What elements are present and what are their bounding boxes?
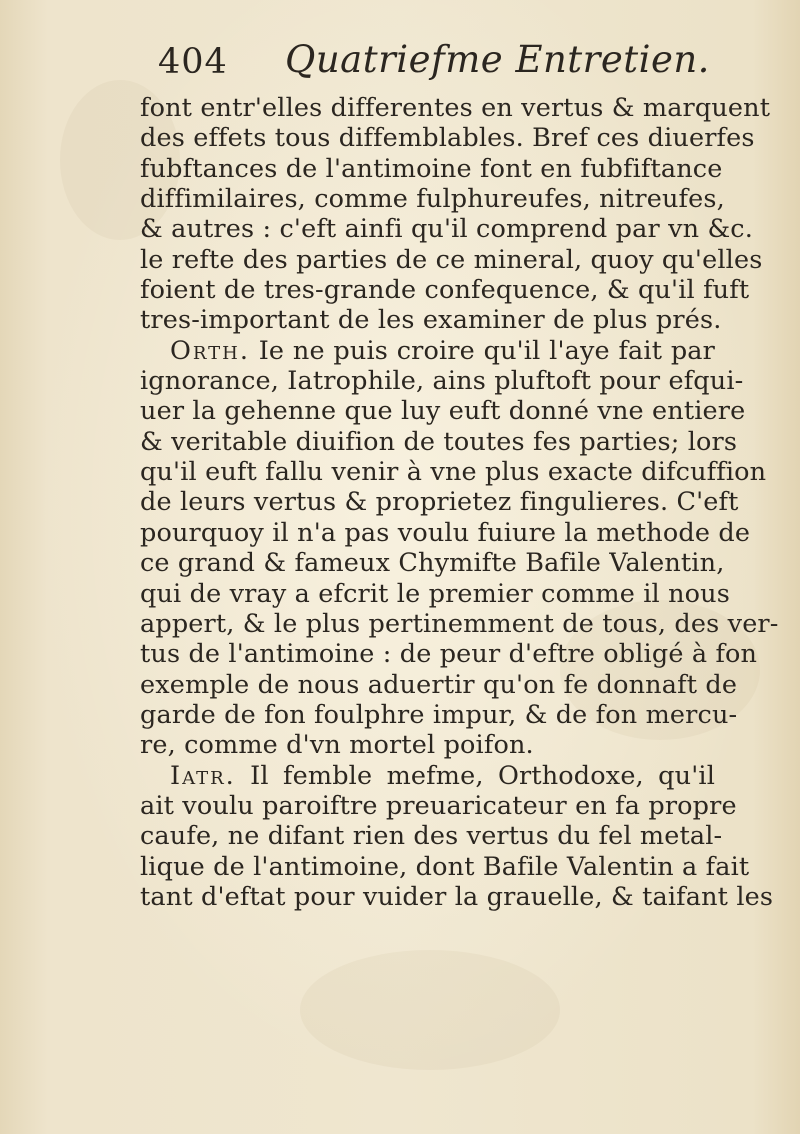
- text-line: fubftances de l'antimoine font en fubfiftance: [140, 153, 723, 184]
- text-line: exemple de nous aduertir qu'on fe donnaft de: [140, 669, 738, 700]
- text-line: tus de l'antimoine : de peur d'eftre obligé à fon: [140, 639, 758, 670]
- text-line: Ie ne puis croire qu'il l'aye fait par: [258, 335, 715, 366]
- text-line: lique de l'antimoine, dont Bafile Valentin a fait: [140, 851, 750, 882]
- body-text: [140, 93, 779, 912]
- text-line: garde de fon foulphre impur, & de fon mercu-: [140, 699, 738, 730]
- text-line: font entr'elles differentes en vertus & marquent: [140, 93, 771, 123]
- text-line: le refte des parties de ce mineral, quoy qu'elles: [140, 244, 763, 275]
- text-line: appert, & le plus pertinemment de tous, des ver-: [140, 608, 779, 639]
- text-line: foient de tres-grande confequence, & qu'il fuft: [140, 275, 750, 306]
- text-line: tant d'eftat pour vuider la grauelle, & taifant les: [140, 881, 774, 912]
- text-line: Il femble mefme, Orthodoxe, qu'il: [250, 760, 715, 791]
- text-line: des effets tous diffemblables. Bref ces diuerfes: [140, 123, 755, 154]
- text-line: ignorance, Iatrophile, ains pluftoft pour efqui-: [140, 366, 744, 397]
- page-number: 404: [158, 42, 228, 82]
- text-line: & autres : c'eft ainfi qu'il comprend par vn &c.: [140, 214, 753, 245]
- text-line: de leurs vertus & proprietez fingulieres. C'eft: [140, 487, 739, 518]
- text-line: diffimilaires, comme fulphureufes, nitreufes,: [140, 184, 725, 215]
- text-line: & veritable diuifion de toutes fes parties; lors: [140, 426, 738, 457]
- text-line: ce grand & fameux Chymifte Bafile Valentin,: [140, 548, 725, 579]
- running-title: Quatriefme Entretien.: [285, 38, 710, 81]
- text-line: ait voulu paroiftre preuaricateur en fa propre: [140, 790, 737, 821]
- paragraph-orth: [140, 336, 715, 366]
- text-line: uer la gehenne que luy euft donné vne entiere: [140, 396, 746, 427]
- paper-stain: [300, 950, 560, 1070]
- paragraph-iatr: [140, 761, 715, 791]
- page-header: [155, 38, 715, 88]
- speaker-iatr: Iatr.: [170, 760, 236, 791]
- text-line: qu'il euft fallu venir à vne plus exacte difcuffion: [140, 457, 767, 488]
- text-line: qui de vray a efcrit le premier comme il nous: [140, 578, 730, 609]
- text-line: pourquoy il n'a pas voulu fuiure la methode de: [140, 517, 751, 548]
- text-line: caufe, ne difant rien des vertus du fel metal-: [140, 821, 723, 852]
- text-line: tres-important de les examiner de plus prés.: [140, 305, 722, 336]
- speaker-orth: Orth.: [170, 335, 250, 366]
- text-line: re, comme d'vn mortel poifon.: [140, 730, 534, 761]
